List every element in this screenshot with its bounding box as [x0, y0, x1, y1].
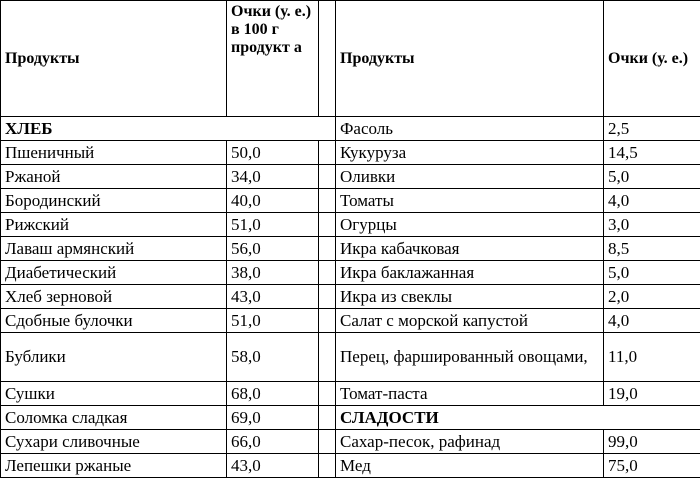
product-name: Икра баклажанная [336, 261, 604, 285]
product-points: 68,0 [227, 382, 319, 406]
product-name: Хлеб зерновой [1, 285, 227, 309]
table-row [1, 454, 700, 478]
column-gap [319, 430, 336, 454]
table-row [1, 189, 700, 213]
product-points: 14,5 [604, 141, 700, 165]
product-name: Соломка сладкая [1, 406, 227, 430]
column-gap [319, 382, 336, 406]
column-gap [319, 165, 336, 189]
product-points: 51,0 [227, 213, 319, 237]
product-points: 5,0 [604, 165, 700, 189]
product-points: 4,0 [604, 309, 700, 333]
table-row [1, 165, 700, 189]
product-points: 8,5 [604, 237, 700, 261]
column-gap [319, 141, 336, 165]
column-gap [319, 406, 336, 430]
table-row [1, 309, 700, 333]
product-points: 11,0 [604, 333, 700, 382]
product-name: Томат-паста [336, 382, 604, 406]
column-gap [319, 213, 336, 237]
product-points: 2,5 [604, 117, 700, 141]
product-points: 4,0 [604, 189, 700, 213]
column-gap [319, 285, 336, 309]
table-row [1, 261, 700, 285]
table-row [1, 382, 700, 406]
table-row [1, 333, 700, 382]
product-points: 3,0 [604, 213, 700, 237]
table-row [1, 141, 700, 165]
product-name: Пшеничный [1, 141, 227, 165]
header-points-per-100g: Очки (у. е.) в 100 г продукт а [227, 1, 319, 117]
table-row [1, 285, 700, 309]
product-name: Икра кабачковая [336, 237, 604, 261]
column-gap [319, 1, 336, 117]
product-points: 5,0 [604, 261, 700, 285]
section-bread: ХЛЕБ [1, 117, 336, 141]
product-name: Перец, фаршированный овощами, [336, 333, 604, 382]
product-name: Лаваш армянский [1, 237, 227, 261]
table-row [1, 213, 700, 237]
column-gap [319, 454, 336, 478]
product-name: Ржаной [1, 165, 227, 189]
product-name: Мед [336, 454, 604, 478]
product-points: 99,0 [604, 430, 700, 454]
product-name: Бублики [1, 333, 227, 382]
product-points: 66,0 [227, 430, 319, 454]
product-name: Бородинский [1, 189, 227, 213]
product-points: 50,0 [227, 141, 319, 165]
product-points: 38,0 [227, 261, 319, 285]
product-points: 40,0 [227, 189, 319, 213]
product-name: Сдобные булочки [1, 309, 227, 333]
product-name: Сухари сливочные [1, 430, 227, 454]
header-product: Продукты [1, 1, 227, 117]
product-name: Сушки [1, 382, 227, 406]
column-gap [319, 309, 336, 333]
table-row [1, 406, 700, 430]
column-gap [319, 189, 336, 213]
table-row [1, 117, 700, 141]
product-points: 43,0 [227, 285, 319, 309]
column-gap [319, 261, 336, 285]
product-name: Икра из свеклы [336, 285, 604, 309]
product-points: 51,0 [227, 309, 319, 333]
product-points: 58,0 [227, 333, 319, 382]
product-name: Диабетический [1, 261, 227, 285]
product-points: 34,0 [227, 165, 319, 189]
product-name: Кукуруза [336, 141, 604, 165]
product-name: Рижский [1, 213, 227, 237]
table-row [1, 237, 700, 261]
product-points: 69,0 [227, 406, 319, 430]
product-name: Томаты [336, 189, 604, 213]
column-gap [319, 237, 336, 261]
product-points: 56,0 [227, 237, 319, 261]
header-points: Очки (у. е.) [604, 1, 700, 117]
header-product-2: Продукты [336, 1, 604, 117]
section-sweets: СЛАДОСТИ [336, 406, 700, 430]
product-points: 75,0 [604, 454, 700, 478]
column-gap [319, 333, 336, 382]
product-name: Сахар-песок, рафинад [336, 430, 604, 454]
product-points: 43,0 [227, 454, 319, 478]
table-row [1, 430, 700, 454]
product-name: Огурцы [336, 213, 604, 237]
product-name: Оливки [336, 165, 604, 189]
product-points: 19,0 [604, 382, 700, 406]
header-row [1, 1, 700, 117]
product-name: Салат с морской капустой [336, 309, 604, 333]
product-name: Лепешки ржаные [1, 454, 227, 478]
product-name: Фасоль [336, 117, 604, 141]
product-points: 2,0 [604, 285, 700, 309]
